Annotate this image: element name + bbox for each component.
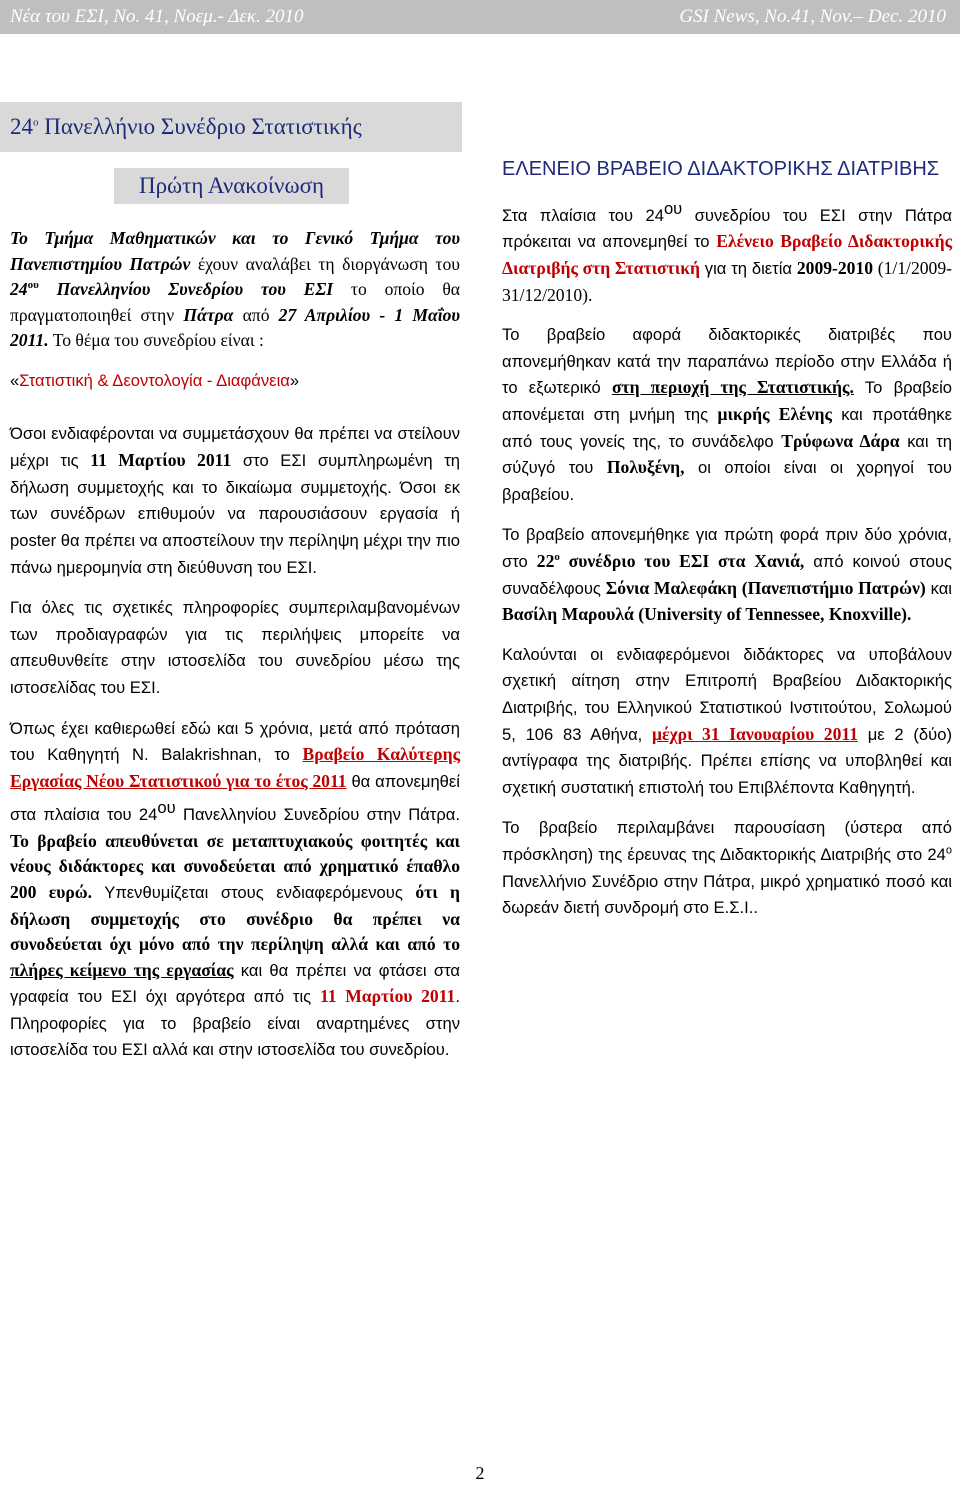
conference-title-banner (0, 102, 462, 152)
text-span: από (233, 304, 279, 325)
young-statistician-award-paragraph (10, 716, 460, 1065)
text-span: ότι η δήλωση συμμετοχής στο συνέδριο θα πρέπει να συνοδεύεται όχι μόνο από την περίληψη αλλά και από το (10, 881, 460, 955)
deadline-date: μέχρι 31 Ιανουαρίου 2011 (652, 723, 858, 744)
text-span: στη περιοχή της Στατιστικής. (611, 377, 854, 398)
participation-paragraph (10, 421, 460, 582)
text-span: θα απονεμηθεί στα πλαίσια του 24 (10, 771, 460, 825)
text-span: 22 (536, 550, 555, 571)
text-span: Το βραβείο περιλαμβάνει παρουσίαση (ύστερα από πρόσκληση) της έρευνας της Διδακτορικής Διατριβής στο 24 (502, 818, 952, 864)
text-span: Όσοι ενδιαφέρονται να συμμετάσχουν θα πρέπει να στείλουν μέχρι τις (10, 423, 460, 471)
text-span: στο ΕΣΙ συμπληρωμένη τη δήλωση συμμετοχής και το δικαίωμα συμμετοχής. Όσοι εκ των συνέδρων επιθυμούν να παρουσιάσουν εργασία ή poster θα πρέπει να αποστείλουν την περίληψη μέχρι την πιο πάνω ημερομηνία στη διεύθυνση του ΕΣΙ. (10, 451, 460, 577)
text-span: έχουν αναλάβει τη διοργάνωση του (190, 253, 460, 274)
header-right-text: GSI News, No.41, Nov.– Dec. 2010 (679, 6, 946, 27)
award-name: Βραβείο Καλύτερης Εργασίας Νέου Στατιστικού για το έτος 2011 (10, 744, 460, 791)
conference-theme: Στατιστική & Δεοντολογία - Διαφάνεια (19, 370, 290, 390)
organizers-text: Το Τμήμα Μαθηματικών και το Γενικό Τμήμα του Πανεπιστημίου Πατρών (10, 228, 460, 274)
text-span: Το θέμα του συνεδρίου είναι : (48, 330, 264, 351)
left-column (10, 226, 460, 1064)
text-span: Το βραβείο απονεμήθηκε για πρώτη φορά πριν δύο χρόνια, στο (502, 525, 952, 571)
eleneio-intro-paragraph (502, 196, 952, 308)
page-header (0, 0, 960, 34)
text-span: (1/1/2009-31/12/2010). (502, 258, 952, 305)
announcement-subtitle: Πρώτη Ανακοίνωση (114, 168, 349, 204)
text-span: και (925, 578, 952, 598)
text-span: Όπως έχει καθιερωθεί εδώ και 5 χρόνια, μετά από πρόταση του Καθηγητή Ν. Balakrishnan, το (10, 718, 460, 765)
text-span: Πανελλήνιο Συνέδριο στην Πάτρα, μικρό χρηματικό ποσό και δωρεάν διετή συνδρομή στο Ε.Σ.Ι.. (502, 871, 952, 918)
eleneio-award-title: ΕΛΕΝΕΙΟ ΒΡΑΒΕΙΟ ΔΙΔΑΚΤΟΡΙΚΗΣ ΔΙΑΤΡΙΒΗΣ (502, 158, 940, 180)
text-span: συνέδριο του ΕΣΙ στα Χανιά, (559, 550, 805, 571)
text-span: « (10, 370, 20, 390)
text-span: με 2 (δύο) αντίγραφα της διατριβής. Πρέπει επίσης να υποβληθεί και σχετική συστατική επιστολή του Επιβλέποντα Καθηγητή. (502, 724, 952, 797)
text-span: Τρύφωνα Δάρα (781, 430, 900, 451)
text-span: Πολυξένη, (606, 457, 685, 478)
text-span: πλήρες κείμενο της εργασίας (10, 959, 234, 980)
text-span: 2009-2010 (796, 258, 874, 279)
intro-paragraph (10, 226, 460, 354)
header-left-text: Νέα του ΕΣΙ, Νο. 41, Νοεμ.- Δεκ. 2010 (10, 6, 304, 27)
title-number: 24 (10, 114, 33, 139)
text-sup: ου (27, 279, 39, 292)
deadline-date: 11 Μαρτίου 2011 (319, 986, 456, 1007)
deadline-date: 11 Μαρτίου 2011 (90, 450, 232, 471)
text-span: Το βραβείο αφορά διδακτορικές διατριβές που απονεμήθηκαν κατά την παραπάνω περίοδο στην Ελλάδα ή το εξωτερικό (502, 325, 952, 398)
page-number: 2 (475, 1463, 485, 1483)
text-span: Στα πλαίσια του 24 (502, 205, 664, 225)
dates-text: 27 Απριλίου - 1 Μαΐου 2011. (10, 304, 460, 351)
eleneio-scope-paragraph (502, 322, 952, 508)
text-span: και θα πρέπει να φτάσει στα γραφεία του ΕΣΙ όχι αργότερα από τις (10, 960, 461, 1007)
eleneio-application-paragraph (502, 642, 952, 802)
text-span: το οποίο θα πραγματοποιηθεί στην (10, 279, 461, 325)
info-paragraph: Για όλες τις σχετικές πληροφορίες συμπεριλαμβανομένων των προδιαγραφών για τις περιλήψεις μπορείτε να απευθυνθείτε στην ιστοσελίδα του συνεδρίου μέσω της ιστοσελίδας του ΕΣΙ. (10, 598, 460, 697)
theme-line (10, 368, 460, 395)
title-rest: Πανελλήνιο Συνέδριο Στατιστικής (38, 114, 362, 139)
text-span: Πανελληνίου Συνεδρίου του ΕΣΙ (38, 279, 334, 300)
text-span: 24 (10, 279, 28, 300)
text-span: . Πληροφορίες για το βραβείο είναι αναρτημένες στην ιστοσελίδα του ΕΣΙ αλλά και στην ιστοσελίδα του συνεδρίου. (10, 987, 460, 1060)
text-span: συνεδρίου του ΕΣΙ στην Πάτρα πρόκειται να απονεμηθεί το (502, 205, 952, 252)
text-span: και τη σύζυγό του (502, 431, 952, 478)
text-span: Σόνια Μαλεφάκη (Πανεπιστήμιο Πατρών) (605, 577, 926, 598)
text-span: μικρής Ελένης (717, 404, 832, 425)
text-sup: ο (945, 844, 952, 857)
text-span: Βασίλη Μαρουλά (University of Tennessee, Knoxville). (502, 604, 912, 625)
text-span: για τη διετία (699, 259, 797, 279)
text-span: από κοινού στους συναδέλφους (502, 551, 952, 598)
text-span: Καλούνται οι ενδιαφερόμενοι διδάκτορες να υποβάλουν σχετική αίτηση στην Επιτροπή Βραβείου Διδακτορικής Διατριβής, του Ελληνικού Στατιστικού Ινστιτούτου, Σολωμού 5, 106 83 Αθήνα, (502, 644, 952, 744)
award-name: Ελένειο Βραβείο Διδακτορικής Διατριβής στη Στατιστική (502, 231, 952, 279)
text-span: οι οποίοι είναι οι χορηγοί του βραβείου. (502, 458, 953, 504)
text-span: Πανελληνίου Συνεδρίου στην Πάτρα. (175, 805, 460, 825)
text-sup: ου (157, 798, 176, 818)
right-column (502, 156, 952, 922)
text-span: Πάτρα (183, 304, 234, 325)
eleneio-history-paragraph (502, 522, 952, 627)
text-span: Το βραβείο απευθύνεται σε μεταπτυχιακούς φοιτητές και νέους διδάκτορες και συνοδεύεται από χρηματικό έπαθλο 200 ευρώ. (10, 830, 460, 902)
text-sup: ο (554, 551, 560, 564)
text-sup: ου (663, 199, 683, 218)
text-span: » (289, 370, 300, 390)
eleneio-prize-paragraph (502, 815, 952, 921)
text-span: Το βραβείο απονέμεται στη μνήμη της (502, 378, 953, 425)
text-span: Υπενθυμίζεται στους ενδιαφερόμενους (92, 882, 416, 902)
text-span: και προτάθηκε από τους γονείς της, το συνάδελφο (502, 405, 953, 451)
title-sup: ο (33, 116, 39, 129)
